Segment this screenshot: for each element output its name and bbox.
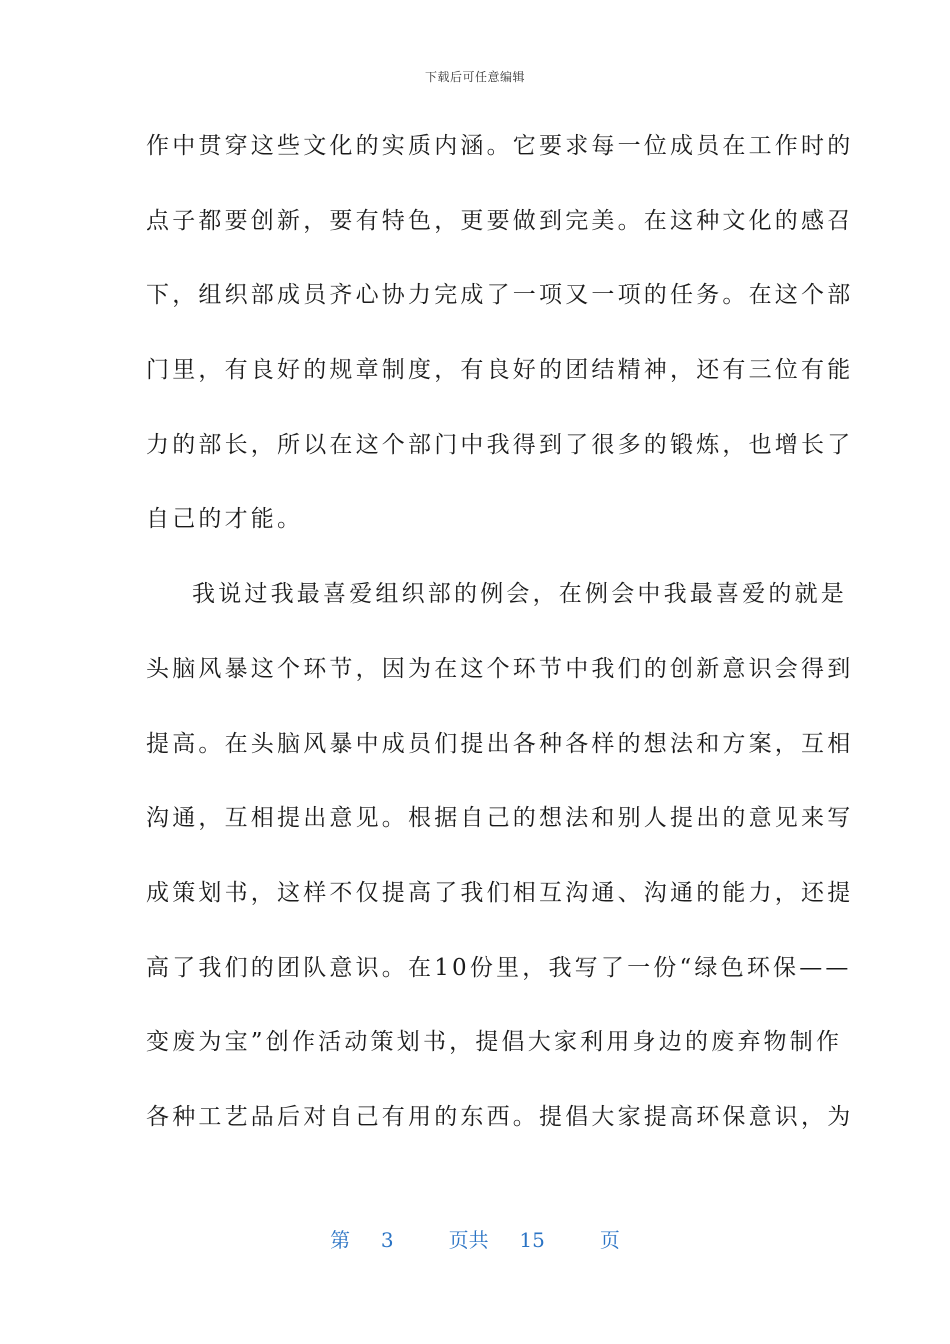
text-line-13: 变废为宝”创作活动策划书，提倡大家利用身边的废弃物制作 [146, 1029, 843, 1056]
text-line-11: 成策划书，这样不仅提高了我们相互沟通、沟通的能力，还提 [146, 879, 854, 906]
footer-page-prefix: 第 [330, 1228, 351, 1252]
text-line-9: 提高。在头脑风暴中成员们提出各种各样的想法和方案，互相 [146, 730, 854, 757]
document-body [146, 120, 854, 1166]
text-line-14: 各种工艺品后对自己有用的东西。提倡大家提高环保意识，为 [146, 1103, 854, 1130]
text-line-6: 自己的才能。 [146, 506, 304, 533]
footer-page-mid: 页共 [448, 1228, 489, 1252]
footer-current-page: 3 [380, 1228, 394, 1252]
page-footer [0, 1224, 950, 1253]
paragraph-start-line: 我说过我最喜爱组织部的例会，在例会中我最喜爱的就是 [192, 581, 847, 608]
footer-page-suffix: 页 [599, 1228, 620, 1252]
text-line-1: 作中贯穿这些文化的实质内涵。它要求每一位成员在工作时的 [146, 133, 854, 159]
text-line-8: 头脑风暴这个环节，因为在这个环节中我们的创新意识会得到 [146, 655, 854, 682]
text-line-10: 沟通，互相提出意见。根据自己的想法和别人提出的意见来写 [146, 805, 854, 832]
text-line-5: 力的部长，所以在这个部门中我得到了很多的锻炼，也增长了 [146, 431, 854, 458]
text-line-2: 点子都要创新，要有特色，更要做到完美。在这种文化的感召 [146, 207, 854, 234]
header-note: 下载后可任意编辑 [424, 70, 525, 84]
text-line-12: 高了我们的团队意识。在10份里，我写了一份“绿色环保—— [146, 954, 852, 981]
text-line-3: 下，组织部成员齐心协力完成了一项又一项的任务。在这个部 [146, 282, 854, 309]
text-line-4: 门里，有良好的规章制度，有良好的团结精神，还有三位有能 [146, 357, 854, 384]
footer-total-pages: 15 [519, 1228, 545, 1252]
